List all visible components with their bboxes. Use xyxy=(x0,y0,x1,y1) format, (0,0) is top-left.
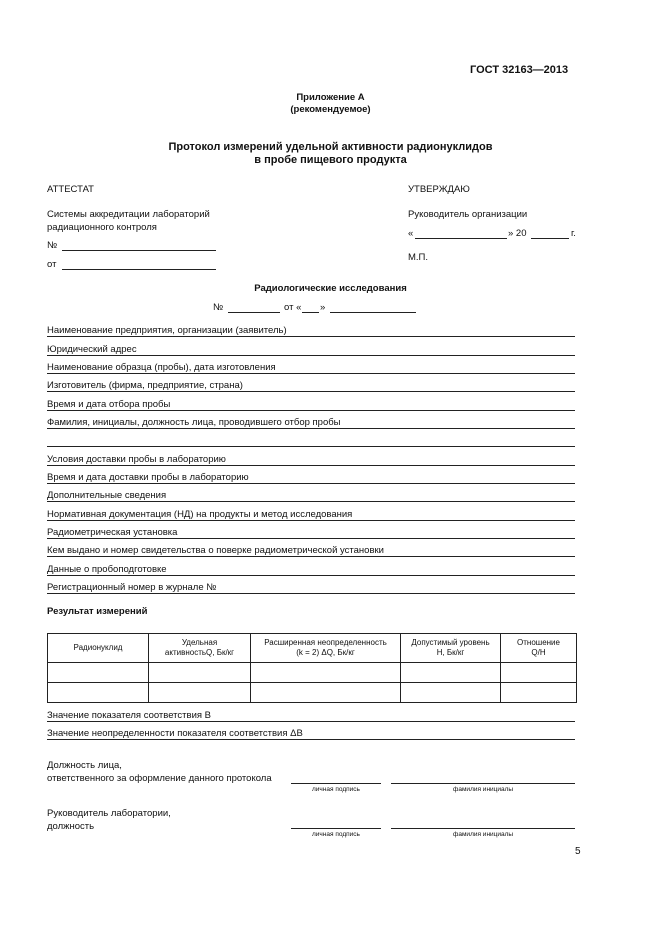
field-line-9[interactable] xyxy=(47,501,575,502)
lab-head-signature-line[interactable] xyxy=(291,828,381,829)
field-label-8: Время и дата доставки пробы в лабораторию xyxy=(47,472,249,483)
approve-open-quote: « xyxy=(408,228,414,239)
attestat-line2: радиационного контроля xyxy=(47,222,157,233)
table-cell[interactable] xyxy=(401,683,501,703)
table-cell[interactable] xyxy=(251,663,401,683)
field-line-0[interactable] xyxy=(47,336,575,337)
appendix-subtitle: (рекомендуемое) xyxy=(290,104,371,115)
field-line-10[interactable] xyxy=(47,520,575,521)
field-label-1: Юридический адрес xyxy=(47,344,137,355)
field-line-3[interactable] xyxy=(47,391,575,392)
attestat-title: АТТЕСТАТ xyxy=(47,184,94,195)
compliance-value-label: Значение показателя соответствия B xyxy=(47,710,212,721)
lab-head-line1: Руководитель лаборатории, xyxy=(47,808,171,819)
field-line-5[interactable] xyxy=(47,428,575,429)
table-cell[interactable] xyxy=(149,663,251,683)
appendix-title: Приложение А xyxy=(296,92,365,103)
field-label-2: Наименование образца (пробы), дата изготовления xyxy=(47,362,276,373)
field-line-4[interactable] xyxy=(47,410,575,411)
page-number: 5 xyxy=(575,846,581,857)
results-header-limit: Допустимый уровень H, Бк/кг xyxy=(401,634,501,663)
table-cell[interactable] xyxy=(401,663,501,683)
field-label-7: Условия доставки пробы в лабораторию xyxy=(47,454,226,465)
compliance-uncertainty-label: Значение неопределенности показателя соответствия ΔB xyxy=(47,728,303,739)
attestat-line1: Системы аккредитации лабораторий xyxy=(47,209,210,220)
lab-head-name-caption: фамилия инициалы xyxy=(453,831,514,838)
field-label-12: Кем выдано и номер свидетельства о поверке радиометрической установки xyxy=(47,545,384,556)
table-cell[interactable] xyxy=(48,663,149,683)
field-label-4: Время и дата отбора пробы xyxy=(47,399,171,410)
research-number-label: № xyxy=(213,302,224,313)
responsible-name-caption: фамилия инициалы xyxy=(453,786,514,793)
results-header-uncertainty: Расширенная неопределенность (k = 2) ΔQ, Бк/кг xyxy=(251,634,401,663)
field-line-7[interactable] xyxy=(47,465,575,466)
approve-year-suffix: г. xyxy=(571,228,576,239)
lab-head-line2: должность xyxy=(47,821,95,832)
attestat-number-label: № xyxy=(47,240,58,251)
approve-head: Руководитель организации xyxy=(408,209,528,220)
results-table xyxy=(47,633,577,703)
research-day-line[interactable] xyxy=(302,312,319,313)
responsible-line2: ответственного за оформление данного протокола xyxy=(47,773,272,784)
standard-number: ГОСТ 32163—2013 xyxy=(470,64,569,76)
field-line-11[interactable] xyxy=(47,538,575,539)
attestat-date-line[interactable] xyxy=(62,269,216,270)
field-line-6[interactable] xyxy=(47,446,575,447)
lab-head-signature-caption: личная подпись xyxy=(312,831,360,838)
field-line-1[interactable] xyxy=(47,355,575,356)
results-header-nuclide: Радионуклид xyxy=(48,634,149,663)
field-label-14: Регистрационный номер в журнале № xyxy=(47,582,217,593)
results-header-activity: Удельная активностьQ, Бк/кг xyxy=(149,634,251,663)
compliance-uncertainty-line[interactable] xyxy=(47,739,575,740)
field-label-5: Фамилия, инициалы, должность лица, проводившего отбор пробы xyxy=(47,417,341,428)
table-row xyxy=(48,683,577,703)
protocol-title-line1: Протокол измерений удельной активности радионуклидов xyxy=(168,141,493,153)
field-label-13: Данные о пробоподготовке xyxy=(47,564,167,575)
table-cell[interactable] xyxy=(251,683,401,703)
table-cell[interactable] xyxy=(149,683,251,703)
compliance-value-line[interactable] xyxy=(47,721,575,722)
field-label-11: Радиометрическая установка xyxy=(47,527,178,538)
table-cell[interactable] xyxy=(501,663,577,683)
field-line-13[interactable] xyxy=(47,575,575,576)
research-number-line[interactable] xyxy=(228,312,280,313)
field-label-0: Наименование предприятия, организации (заявитель) xyxy=(47,325,287,336)
approve-date-line[interactable] xyxy=(415,238,507,239)
attestat-date-label: от xyxy=(47,259,57,270)
results-header-ratio: Отношение Q/H xyxy=(501,634,577,663)
responsible-name-line[interactable] xyxy=(391,783,575,784)
field-label-9: Дополнительные сведения xyxy=(47,490,167,501)
approve-year-line[interactable] xyxy=(531,238,569,239)
attestat-number-line[interactable] xyxy=(62,250,216,251)
research-title: Радиологические исследования xyxy=(254,283,407,294)
field-label-3: Изготовитель (фирма, предприятие, страна) xyxy=(47,380,243,391)
results-header-row xyxy=(48,634,577,663)
lab-head-name-line[interactable] xyxy=(391,828,575,829)
approve-title: УТВЕРЖДАЮ xyxy=(408,184,470,195)
field-line-12[interactable] xyxy=(47,556,575,557)
field-line-8[interactable] xyxy=(47,483,575,484)
research-date-close: » xyxy=(320,302,326,313)
approve-stamp: М.П. xyxy=(408,252,429,263)
table-row xyxy=(48,663,577,683)
field-line-14[interactable] xyxy=(47,593,575,594)
approve-close-quote: » 20 xyxy=(508,228,527,239)
field-line-2[interactable] xyxy=(47,373,575,374)
responsible-line1: Должность лица, xyxy=(47,760,122,771)
research-month-line[interactable] xyxy=(330,312,416,313)
protocol-title-line2: в пробе пищевого продукта xyxy=(254,154,407,166)
research-date-label: от « xyxy=(284,302,302,313)
table-cell[interactable] xyxy=(501,683,577,703)
responsible-signature-caption: личная подпись xyxy=(312,786,360,793)
table-cell[interactable] xyxy=(48,683,149,703)
results-title: Результат измерений xyxy=(47,606,148,617)
responsible-signature-line[interactable] xyxy=(291,783,381,784)
field-label-10: Нормативная документация (НД) на продукты и метод исследования xyxy=(47,509,353,520)
